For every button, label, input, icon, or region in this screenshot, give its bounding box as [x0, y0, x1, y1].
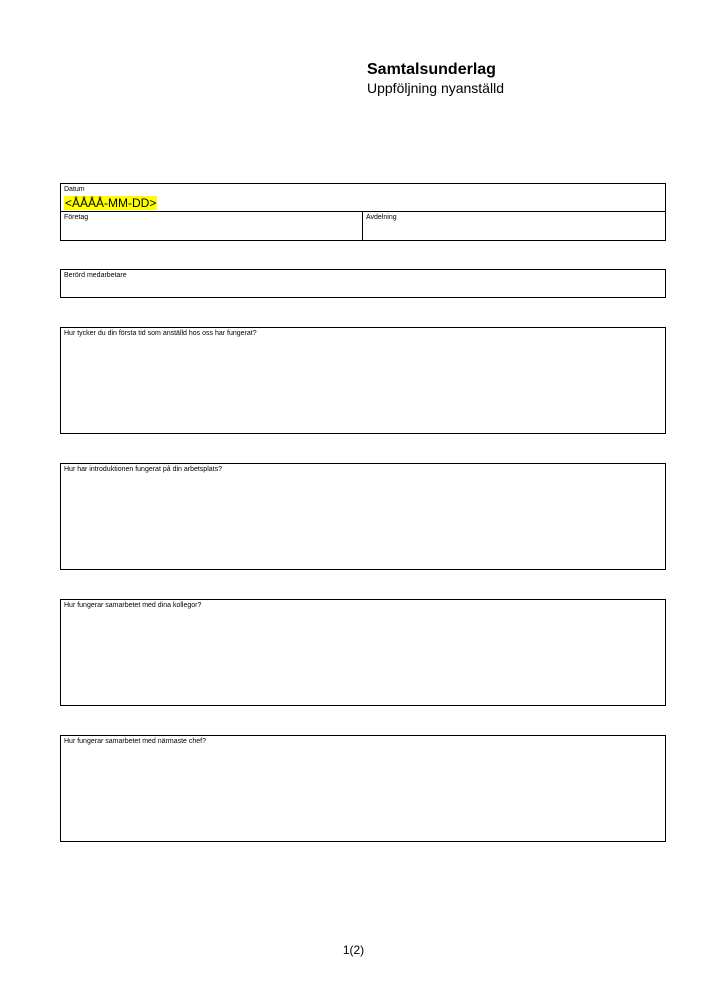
berord-medarbetare-field[interactable]: [60, 269, 666, 298]
question-box-4[interactable]: [60, 735, 666, 842]
foretag-label: Företag: [64, 214, 89, 221]
question-label-2: Hur har introduktionen fungerat på din arbetsplats?: [64, 466, 222, 473]
question-label-1: Hur tycker du din första tid som anställd hos oss har fungerat?: [64, 330, 257, 337]
question-box-2[interactable]: [60, 463, 666, 570]
question-box-3[interactable]: [60, 599, 666, 706]
page-number: 1(2): [342, 943, 365, 957]
info-table: [60, 183, 666, 241]
question-box-1[interactable]: [60, 327, 666, 434]
document-subtitle: Uppföljning nyanställd: [367, 80, 504, 96]
avdelning-cell[interactable]: [363, 212, 665, 240]
question-label-3: Hur fungerar samarbetet med dina kollegor?: [64, 602, 202, 609]
datum-label: Datum: [64, 186, 85, 193]
document-title: Samtalsunderlag: [367, 61, 496, 78]
avdelning-label: Avdelning: [366, 214, 397, 221]
datum-value[interactable]: <ÅÅÅÅ-MM-DD>: [65, 196, 157, 210]
question-label-4: Hur fungerar samarbetet med närmaste chef?: [64, 738, 207, 745]
datum-cell[interactable]: [61, 184, 665, 212]
berord-medarbetare-label: Berörd medarbetare: [64, 272, 127, 279]
foretag-cell[interactable]: [61, 212, 363, 240]
